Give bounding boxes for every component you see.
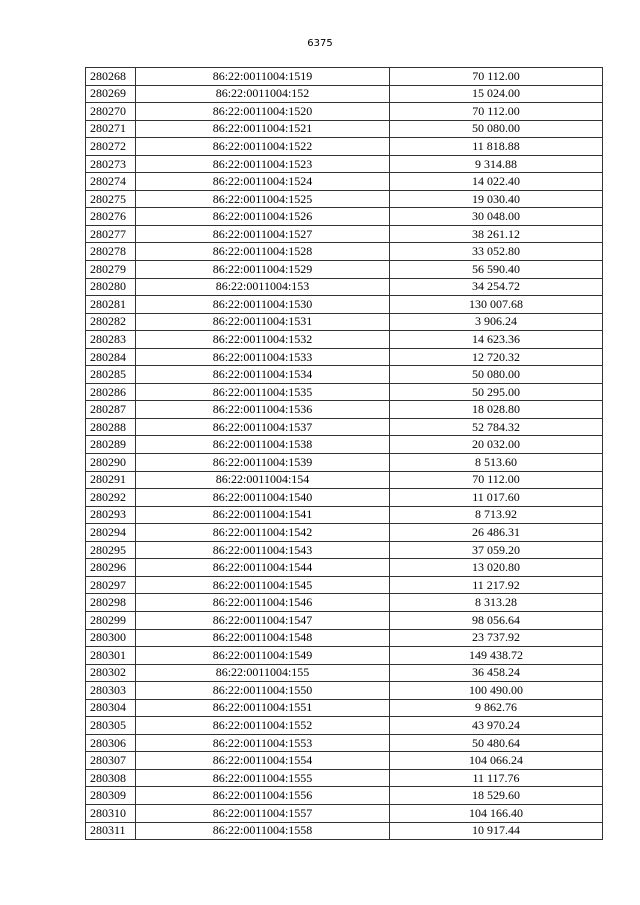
row-number-cell: 280278 xyxy=(86,243,136,261)
value-cell: 50 080.00 xyxy=(390,366,603,384)
cadastral-number-cell: 86:22:0011004:1542 xyxy=(136,524,390,542)
value-cell: 11 217.92 xyxy=(390,576,603,594)
cadastral-number-cell: 86:22:0011004:1548 xyxy=(136,629,390,647)
cadastral-number-cell: 86:22:0011004:1552 xyxy=(136,717,390,735)
value-cell: 70 112.00 xyxy=(390,471,603,489)
table-row xyxy=(86,787,603,805)
row-number-cell: 280296 xyxy=(86,559,136,577)
table-row xyxy=(86,752,603,770)
value-cell: 23 737.92 xyxy=(390,629,603,647)
table-row xyxy=(86,120,603,138)
cadastral-number-cell: 86:22:0011004:1544 xyxy=(136,559,390,577)
cadastral-number-cell: 86:22:0011004:1524 xyxy=(136,173,390,191)
table-row xyxy=(86,717,603,735)
table-row xyxy=(86,348,603,366)
row-number-cell: 280271 xyxy=(86,120,136,138)
value-cell: 70 112.00 xyxy=(390,103,603,121)
table-row xyxy=(86,664,603,682)
cadastral-number-cell: 86:22:0011004:1531 xyxy=(136,313,390,331)
value-cell: 12 720.32 xyxy=(390,348,603,366)
value-cell: 26 486.31 xyxy=(390,524,603,542)
cadastral-number-cell: 86:22:0011004:1555 xyxy=(136,769,390,787)
table-row xyxy=(86,366,603,384)
table-row xyxy=(86,261,603,279)
cadastral-number-cell: 86:22:0011004:1553 xyxy=(136,734,390,752)
value-cell: 3 906.24 xyxy=(390,313,603,331)
cadastral-number-cell: 86:22:0011004:1551 xyxy=(136,699,390,717)
cadastral-number-cell: 86:22:0011004:153 xyxy=(136,278,390,296)
cadastral-number-cell: 86:22:0011004:155 xyxy=(136,664,390,682)
row-number-cell: 280292 xyxy=(86,489,136,507)
value-cell: 18 529.60 xyxy=(390,787,603,805)
data-table xyxy=(85,67,603,840)
row-number-cell: 280301 xyxy=(86,647,136,665)
row-number-cell: 280277 xyxy=(86,225,136,243)
row-number-cell: 280272 xyxy=(86,138,136,156)
row-number-cell: 280285 xyxy=(86,366,136,384)
table-row xyxy=(86,103,603,121)
row-number-cell: 280306 xyxy=(86,734,136,752)
cadastral-number-cell: 86:22:0011004:1535 xyxy=(136,383,390,401)
table-body xyxy=(86,68,603,840)
row-number-cell: 280279 xyxy=(86,261,136,279)
cadastral-number-cell: 86:22:0011004:1554 xyxy=(136,752,390,770)
table-row xyxy=(86,383,603,401)
row-number-cell: 280303 xyxy=(86,682,136,700)
cadastral-number-cell: 86:22:0011004:1523 xyxy=(136,155,390,173)
value-cell: 18 028.80 xyxy=(390,401,603,419)
table-row xyxy=(86,454,603,472)
row-number-cell: 280293 xyxy=(86,506,136,524)
value-cell: 8 513.60 xyxy=(390,454,603,472)
value-cell: 34 254.72 xyxy=(390,278,603,296)
cadastral-number-cell: 86:22:0011004:152 xyxy=(136,85,390,103)
cadastral-number-cell: 86:22:0011004:154 xyxy=(136,471,390,489)
row-number-cell: 280282 xyxy=(86,313,136,331)
cadastral-number-cell: 86:22:0011004:1550 xyxy=(136,682,390,700)
row-number-cell: 280297 xyxy=(86,576,136,594)
value-cell: 37 059.20 xyxy=(390,541,603,559)
table-row xyxy=(86,278,603,296)
value-cell: 11 818.88 xyxy=(390,138,603,156)
cadastral-number-cell: 86:22:0011004:1536 xyxy=(136,401,390,419)
table-row xyxy=(86,647,603,665)
value-cell: 11 017.60 xyxy=(390,489,603,507)
row-number-cell: 280287 xyxy=(86,401,136,419)
table-row xyxy=(86,243,603,261)
cadastral-number-cell: 86:22:0011004:1522 xyxy=(136,138,390,156)
row-number-cell: 280304 xyxy=(86,699,136,717)
table-row xyxy=(86,155,603,173)
value-cell: 15 024.00 xyxy=(390,85,603,103)
value-cell: 50 295.00 xyxy=(390,383,603,401)
row-number-cell: 280276 xyxy=(86,208,136,226)
row-number-cell: 280270 xyxy=(86,103,136,121)
cadastral-number-cell: 86:22:0011004:1547 xyxy=(136,611,390,629)
cadastral-number-cell: 86:22:0011004:1557 xyxy=(136,804,390,822)
value-cell: 9 314.88 xyxy=(390,155,603,173)
row-number-cell: 280290 xyxy=(86,454,136,472)
table-row xyxy=(86,576,603,594)
value-cell: 56 590.40 xyxy=(390,261,603,279)
value-cell: 50 080.00 xyxy=(390,120,603,138)
cadastral-number-cell: 86:22:0011004:1533 xyxy=(136,348,390,366)
row-number-cell: 280307 xyxy=(86,752,136,770)
value-cell: 14 623.36 xyxy=(390,331,603,349)
value-cell: 104 166.40 xyxy=(390,804,603,822)
table-row xyxy=(86,629,603,647)
table-row xyxy=(86,173,603,191)
row-number-cell: 280281 xyxy=(86,296,136,314)
value-cell: 13 020.80 xyxy=(390,559,603,577)
value-cell: 36 458.24 xyxy=(390,664,603,682)
table-row xyxy=(86,436,603,454)
table-row xyxy=(86,418,603,436)
value-cell: 70 112.00 xyxy=(390,68,603,86)
value-cell: 33 052.80 xyxy=(390,243,603,261)
table-row xyxy=(86,594,603,612)
table-row xyxy=(86,734,603,752)
value-cell: 14 022.40 xyxy=(390,173,603,191)
table-row xyxy=(86,190,603,208)
value-cell: 50 480.64 xyxy=(390,734,603,752)
row-number-cell: 280289 xyxy=(86,436,136,454)
table-row xyxy=(86,506,603,524)
cadastral-number-cell: 86:22:0011004:1526 xyxy=(136,208,390,226)
cadastral-number-cell: 86:22:0011004:1539 xyxy=(136,454,390,472)
cadastral-number-cell: 86:22:0011004:1532 xyxy=(136,331,390,349)
row-number-cell: 280274 xyxy=(86,173,136,191)
row-number-cell: 280302 xyxy=(86,664,136,682)
row-number-cell: 280310 xyxy=(86,804,136,822)
row-number-cell: 280286 xyxy=(86,383,136,401)
table-row xyxy=(86,769,603,787)
page-number: 6375 xyxy=(307,38,333,49)
row-number-cell: 280280 xyxy=(86,278,136,296)
table-row xyxy=(86,331,603,349)
table-row xyxy=(86,138,603,156)
row-number-cell: 280311 xyxy=(86,822,136,840)
cadastral-number-cell: 86:22:0011004:1556 xyxy=(136,787,390,805)
cadastral-number-cell: 86:22:0011004:1527 xyxy=(136,225,390,243)
table-row xyxy=(86,541,603,559)
cadastral-number-cell: 86:22:0011004:1558 xyxy=(136,822,390,840)
cadastral-number-cell: 86:22:0011004:1528 xyxy=(136,243,390,261)
table-row xyxy=(86,313,603,331)
table-row xyxy=(86,524,603,542)
cadastral-number-cell: 86:22:0011004:1546 xyxy=(136,594,390,612)
value-cell: 19 030.40 xyxy=(390,190,603,208)
table-row xyxy=(86,401,603,419)
row-number-cell: 280273 xyxy=(86,155,136,173)
cadastral-number-cell: 86:22:0011004:1530 xyxy=(136,296,390,314)
row-number-cell: 280268 xyxy=(86,68,136,86)
row-number-cell: 280298 xyxy=(86,594,136,612)
cadastral-number-cell: 86:22:0011004:1545 xyxy=(136,576,390,594)
row-number-cell: 280291 xyxy=(86,471,136,489)
table-row xyxy=(86,225,603,243)
value-cell: 20 032.00 xyxy=(390,436,603,454)
cadastral-number-cell: 86:22:0011004:1541 xyxy=(136,506,390,524)
table-row xyxy=(86,85,603,103)
cadastral-number-cell: 86:22:0011004:1549 xyxy=(136,647,390,665)
value-cell: 52 784.32 xyxy=(390,418,603,436)
row-number-cell: 280309 xyxy=(86,787,136,805)
table-row xyxy=(86,489,603,507)
row-number-cell: 280308 xyxy=(86,769,136,787)
cadastral-number-cell: 86:22:0011004:1534 xyxy=(136,366,390,384)
cadastral-number-cell: 86:22:0011004:1540 xyxy=(136,489,390,507)
table-row xyxy=(86,611,603,629)
cadastral-number-cell: 86:22:0011004:1543 xyxy=(136,541,390,559)
value-cell: 11 117.76 xyxy=(390,769,603,787)
table-row xyxy=(86,699,603,717)
value-cell: 38 261.12 xyxy=(390,225,603,243)
table-row xyxy=(86,822,603,840)
table-row xyxy=(86,296,603,314)
value-cell: 30 048.00 xyxy=(390,208,603,226)
cadastral-number-cell: 86:22:0011004:1525 xyxy=(136,190,390,208)
row-number-cell: 280269 xyxy=(86,85,136,103)
row-number-cell: 280300 xyxy=(86,629,136,647)
table-row xyxy=(86,559,603,577)
value-cell: 8 313.28 xyxy=(390,594,603,612)
cadastral-number-cell: 86:22:0011004:1529 xyxy=(136,261,390,279)
row-number-cell: 280294 xyxy=(86,524,136,542)
cadastral-number-cell: 86:22:0011004:1520 xyxy=(136,103,390,121)
table-row xyxy=(86,471,603,489)
row-number-cell: 280295 xyxy=(86,541,136,559)
value-cell: 10 917.44 xyxy=(390,822,603,840)
table-row xyxy=(86,804,603,822)
row-number-cell: 280284 xyxy=(86,348,136,366)
table-row xyxy=(86,208,603,226)
table-row xyxy=(86,682,603,700)
value-cell: 9 862.76 xyxy=(390,699,603,717)
row-number-cell: 280288 xyxy=(86,418,136,436)
value-cell: 149 438.72 xyxy=(390,647,603,665)
value-cell: 43 970.24 xyxy=(390,717,603,735)
value-cell: 104 066.24 xyxy=(390,752,603,770)
cadastral-number-cell: 86:22:0011004:1537 xyxy=(136,418,390,436)
row-number-cell: 280305 xyxy=(86,717,136,735)
value-cell: 100 490.00 xyxy=(390,682,603,700)
cadastral-number-cell: 86:22:0011004:1519 xyxy=(136,68,390,86)
value-cell: 98 056.64 xyxy=(390,611,603,629)
value-cell: 8 713.92 xyxy=(390,506,603,524)
row-number-cell: 280275 xyxy=(86,190,136,208)
row-number-cell: 280299 xyxy=(86,611,136,629)
cadastral-number-cell: 86:22:0011004:1538 xyxy=(136,436,390,454)
row-number-cell: 280283 xyxy=(86,331,136,349)
value-cell: 130 007.68 xyxy=(390,296,603,314)
cadastral-number-cell: 86:22:0011004:1521 xyxy=(136,120,390,138)
table-row xyxy=(86,68,603,86)
